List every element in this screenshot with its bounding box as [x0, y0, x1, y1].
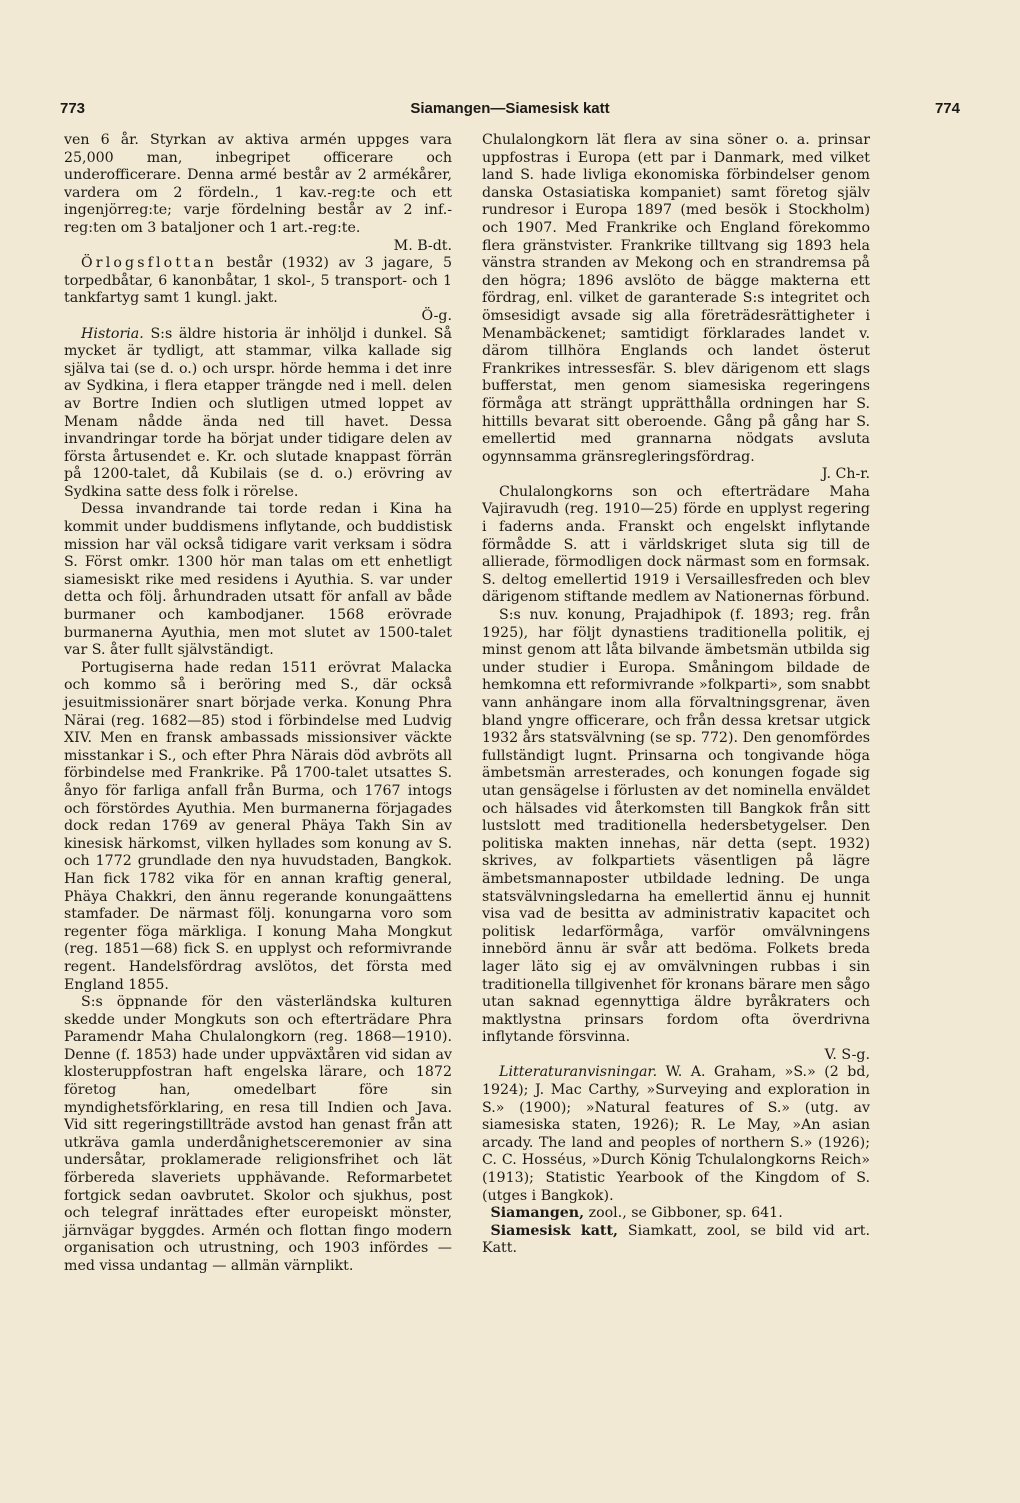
author-signature — [482, 466, 870, 484]
paragraph-text: M. B-dt. — [393, 237, 452, 254]
paragraph-text: Portugiserna hade redan 1511 erövrat Malacka och kommo så i beröring med S., där också jesuitmissionärer snart började verka. Konung Phra Närai (reg. 1682—85) stod i förbindelse med Ludvig XIV. Men en fransk ambassads missionsiver väckte misstankar i S., och efter Phra Närais död avbröts all förbindelse med Frankrike. På 1700-talet utsattes S. ånyo för farliga anfall från Burma, och 1767 intogs och förstördes Ayuthia. Men burmanerna förjagades dock redan 1769 av general Phäya Takh Sin av kinesisk härkomst, vilken hyllades som konung av S. och 1772 grundlade den nya huvudstaden, Bangkok. Han fick 1782 vika för en annan kraftig general, Phäya Chakkri, den ännu regerande konungaättens stamfader. De närmast följ. konungarna voro som regenter föga märkliga. I konung Maha Mongkut (reg. 1851—68) fick S. en upplyst och reformivrande regent. Handelsfördrag avslötos, det första med England 1855. — [64, 659, 452, 993]
author-signature — [482, 1047, 870, 1065]
entry-lead: Siamesisk katt, — [490, 1222, 618, 1239]
paragraph-text: Siamkatt, zool, se bild vid art. Katt. — [482, 1222, 870, 1257]
paragraph-text: V. S-g. — [824, 1046, 870, 1063]
paragraph-text: W. A. Graham, »S.» (2 bd, 1924); J. Mac Carthy, »Surveying and exploration in S.» (1900); »Natural features of S.» (utg. av siamesiska staten, 1926); R. Le May, »An asian arcady. The land and peoples of northern S.» (1926); C. C. Hosséus, »Durch König Tchulalongkorns Reich» (1913); Statistic Yearbook of the Kingdom of S. (utges i Bangkok). — [482, 1064, 870, 1204]
paragraph — [482, 607, 870, 1047]
entry-lead: Siamangen, — [490, 1205, 585, 1222]
paragraph-text: J. Ch-r. — [821, 466, 870, 483]
entry-lead: Örlogsflottan — [81, 255, 217, 272]
running-title: Siamangen—Siamesisk katt — [410, 100, 610, 117]
paragraph-text: zool., se Gibboner, sp. 641. — [584, 1205, 783, 1222]
entry-lead: Litteraturanvisningar. — [499, 1064, 658, 1081]
paragraph-text: Chulalongkorns son och efterträdare Maha Vajiravudh (reg. 1910—25) förde en upplyst regering i faderns anda. Franskt och engelskt inflytande förmådde S. att i världskriget sluta sig till de allierade, förmodligen dock närmast som en formsak. S. deltog emellertid 1919 i Versaillesfreden och blev därigenom stiftande medlem av Nationernas förbund. — [482, 483, 870, 606]
continued-paragraph — [64, 132, 452, 238]
paragraph — [64, 994, 452, 1276]
paragraph — [64, 255, 452, 308]
paragraph-text: ven 6 år. Styrkan av aktiva armén uppges vara 25,000 man, inbegripet officerare och underofficerare. Denna armé består av 2 armékårer, vardera om 2 fördeln., 1 kav.-reg:te och ett ingenjörreg:te; varje fördelning består av 2 inf.-reg:ten om 3 bataljoner och 1 art.-reg:te. — [64, 132, 452, 236]
page-number-left: 773 — [60, 100, 86, 117]
paragraph-text: Chulalongkorn lät flera av sina söner o. a. prinsar uppfostras i Europa (ett par i Danmark, med vilket land S. hade livliga ekonomiska förbindelser genom danska Ostasiatiska kompaniet) samt företog själv rundresor i Europa 1897 (med besök i Stockholm) och 1907. Med Frankrike och England förekommo flera gränstvister. Frankrike tilltvang sig 1893 hela vänstra stranden av Mekong och en strandremsa på den högra; 1896 avslöto de bägge makterna ett fördrag, enl. vilket de garanterade S:s integritet och ömsesidigt avsade sig alla företrädesrättigheter i Menambäckenet; samtidigt förklarades landet v. därom tillhöra Englands och landet österut Frankrikes intressesfär. S. blev därigenom ett slags bufferstat, men genom siamesiska regeringens förmåga att strängt upprätthålla ordningen har S. hittills bevarat sitt oberoende. Gång på gång har S. emellertid med grannarna nödgats avsluta ogynnsamma gränsregleringsfördrag. — [482, 132, 870, 465]
lexicon-entry — [482, 1205, 870, 1223]
paragraph — [64, 501, 452, 659]
left-column — [64, 132, 452, 1276]
paragraph-text: S:s öppnande för den västerländska kulturen skedde under Mongkuts son och efterträdare Phra Paramendr Maha Chulalongkorn (reg. 1868—1910). Denne (f. 1853) hade under uppväxtåren vid sidan av klosteruppfostran haft engelska lärare, och 1872 företog han, omedelbart före sin myndighetsförklaring, en resa till Indien och Java. Vid sitt regeringstillträde avstod han genast från att utkräva gamla underdånighetsceremonier av sina undersåtar, proklamerade religionsfrihet och lät förbereda slaveriets upphävande. Reformarbetet fortgick sedan oavbrutet. Skolor och sjukhus, post och telegraf inrättades efter europeiskt mönster, järnvägar byggdes. Armén och flottan fingo modern organisation och utrustning, och 1903 infördes — med vissa undantag — allmän värnplikt. — [64, 994, 452, 1274]
right-column — [482, 132, 870, 1258]
paragraph-text: S:s nuv. konung, Prajadhipok (f. 1893; reg. från 1925), har följt dynastiens traditionella politik, ej minst genom att låta bilvande ämbetsmän utbilda sig under studier i Europa. Småningom bildade de hemkomna ett reformivrande »folkparti», som snabbt vann anhängare inom alla förvaltningsgrenar, även bland yngre officerare, och från dessa kretsar utgick 1932 års statsvälvning (se sp. 772). Den genomfördes fullständigt lugnt. Prinsarna och tongivande höga ämbetsmän arresterades, och konungen fogade sig utan gensägelse i förlusten av det nominella enväldet och hälsades vid återkomsten till Bangkok från sitt lustslott med traditionella hedersbetygelser. Den politiska makten innehas, när detta (sept. 1932) skrives, av folkpartiets väsentligen på lägre ämbetsmannaposter utbildade ledning. De unga statsvälvningsledarna ha emellertid ännu ej hunnit visa vad de besitta av administrativ kapacitet och politisk ledarförmåga, varför omvälvningens innebörd ännu är svår att bedöma. Folkets breda lager läto sig ej av omvälvningen rubbas i sin traditionella tillgivenhet för kronans bärare men sågo utan saknad egennyttiga äldre byråkraters och maktlystna prinsars fordom ofta överdrivna inflytande försvinna. — [482, 607, 871, 1046]
page-number-right: 774 — [934, 100, 960, 117]
lexicon-entry — [482, 1223, 870, 1258]
paragraph-text: Ö-g. — [421, 307, 452, 324]
author-signature — [64, 238, 452, 256]
paragraph — [482, 484, 870, 607]
page-header — [60, 100, 960, 122]
author-signature — [64, 308, 452, 326]
paragraph-text: består (1932) av 3 jagare, 5 torpedbåtar, 6 kanonbåtar, 1 skol-, 5 transport- och 1 tankfartyg samt 1 kungl. jakt. — [64, 255, 452, 307]
paragraph-text: S:s äldre historia är inhöljd i dunkel. Så mycket är tydligt, att stammar, vilka kallade sig själva tai (se d. o.) och urspr. hörde hemma i det inre av Sydkina, i flera etapper trängde ned i mell. delen av Bortre Indien och slutligen utmed loppet av Menam nådde ända ned till havet. Dessa invandringar torde ha börjat under tidigare delen av första årtusendet e. Kr. och slutade knappast förrän på 1200-talet, då Kubilais (se d. o.) erövring av Sydkina satte dess folk i rörelse. — [64, 325, 452, 500]
paragraph-text: Dessa invandrande tai torde redan i Kina ha kommit under buddismens inflytande, och buddistisk mission har väl också tidigare varit verksam i södra S. Först omkr. 1300 hör man talas om ett enhetligt siamesiskt rike med residens i Ayuthia. S. var under detta och följ. århundraden utsatt för anfall av både burmaner och kambodjaner. 1568 erövrade burmanerna Ayuthia, men mot slutet av 1500-talet var S. åter fullt självständigt. — [64, 501, 452, 659]
entry-lead: Historia. — [81, 325, 144, 342]
paragraph — [482, 1064, 870, 1205]
continued-paragraph — [482, 132, 870, 466]
paragraph — [64, 326, 452, 502]
paragraph — [64, 660, 452, 994]
